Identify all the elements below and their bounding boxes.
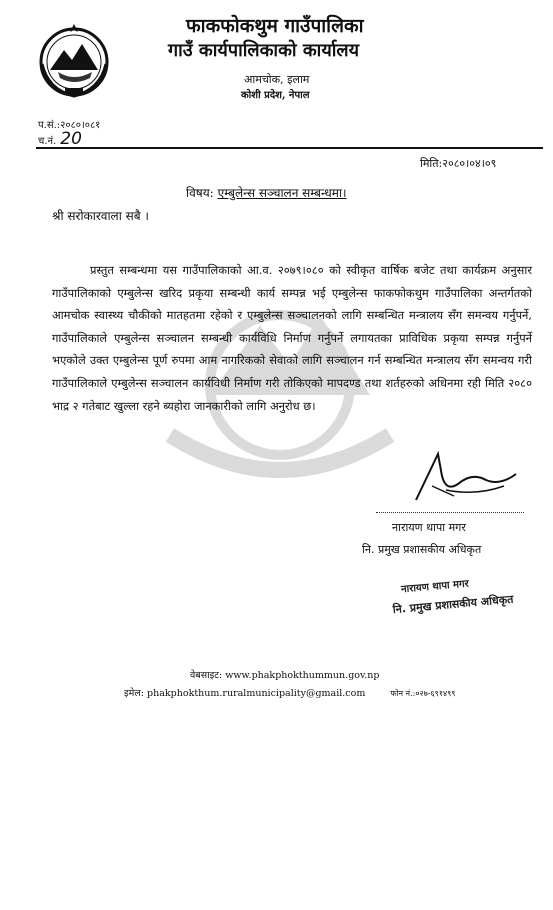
stamp-name: नारायण थापा मगर [400, 578, 470, 596]
email-label: इमेल: [124, 688, 144, 699]
chn-label: च.नं. [38, 136, 57, 147]
reference-chn [38, 129, 82, 149]
office-name-line2: गाउँ कार्यपालिकाको कार्यालय [168, 40, 360, 61]
email-value: phakphokthum.ruralmunicipality@gmail.com [147, 688, 366, 699]
office-name-line1: फाकफोकथुम गाउँपालिका [186, 15, 364, 37]
letter-date: मिति:२०८०।०४।०९ [420, 157, 497, 170]
office-province: कोशी प्रदेश, नेपाल [241, 90, 310, 101]
header-divider [36, 147, 543, 149]
nepal-emblem-icon [34, 20, 114, 100]
website-value: www.phakphokthummun.gov.np [225, 670, 380, 681]
footer-website [190, 668, 379, 681]
signatory-name: नारायण थापा मगर [392, 521, 466, 534]
name-stamp [374, 560, 531, 633]
footer-contact [124, 686, 455, 699]
signatory-title: नि. प्रमुख प्रशासकीय अधिकृत [362, 543, 482, 556]
signature-icon [376, 446, 526, 506]
phone-info [390, 689, 455, 698]
subject-line [186, 184, 347, 201]
office-address: आमचोक, इलाम [244, 73, 310, 86]
ps-value: २०८०।०८१ [60, 120, 101, 131]
subject-value: एम्बुलेन्स सञ्चालन सम्बन्धमा। [217, 186, 347, 200]
letter-body: प्रस्तुत सम्बन्धमा यस गाउँपालिकाको आ.व. २०७९।०८० को स्वीकृत वार्षिक बजेट तथा कार्यक्रम अनुसार गाउँपालिकाको एम्बुलेन्स खरिद प्रकृया सम्बन्धी कार्य सम्पन्न भई एम्बुलेन्स फाकफोकथुम गाउँपालिका अन्तर्गतको आमचोक स्वास्थ्य चौकीको मातहतमा रहेको र एम्बुलेन्स सञ्चालनको लागि सम्बन्धित मन्त्रालय सँग समन्वय गर्नुपर्ने, गाउँपालिकाले एम्बुलेन्स सञ्चालन सम्बन्धी कार्यविधि निर्माण गर्नुपर्ने लगायतका प्राविधिक प्रकृया सम्पन्न गर्नुपर्ने भएकोले उक्त एम्बुलेन्स पूर्ण रुपमा आम नागरिकको सेवाको लागि सञ्चालन गर्न सम्बन्धित मन्त्रालय सँग समन्वय गरी गाउँपालिकाले एम्बुलेन्स सञ्चालन कार्यविधी निर्माण गरी तोकिएको मापदण्ड तथा शर्तहरुको अधिनमा रही मिति २०८० भाद्र २ गतेबाट खुल्ला रहने ब्यहोरा जानकारीको लागि अनुरोध छ। [52, 263, 532, 413]
phone-value: ०२७-६९१४९९ [415, 689, 456, 698]
subject-label: विषय: [186, 186, 214, 200]
signature-line [376, 512, 524, 513]
website-label: वेबसाइट: [190, 670, 223, 681]
phone-label: फोन नं.: [390, 689, 416, 698]
ps-label: प.सं.: [38, 120, 61, 131]
stamp-title: नि. प्रमुख प्रशासकीय अधिकृत [392, 592, 514, 617]
addressee: श्री सरोकारवाला सबै । [52, 209, 149, 223]
chn-value: 20 [60, 129, 82, 149]
